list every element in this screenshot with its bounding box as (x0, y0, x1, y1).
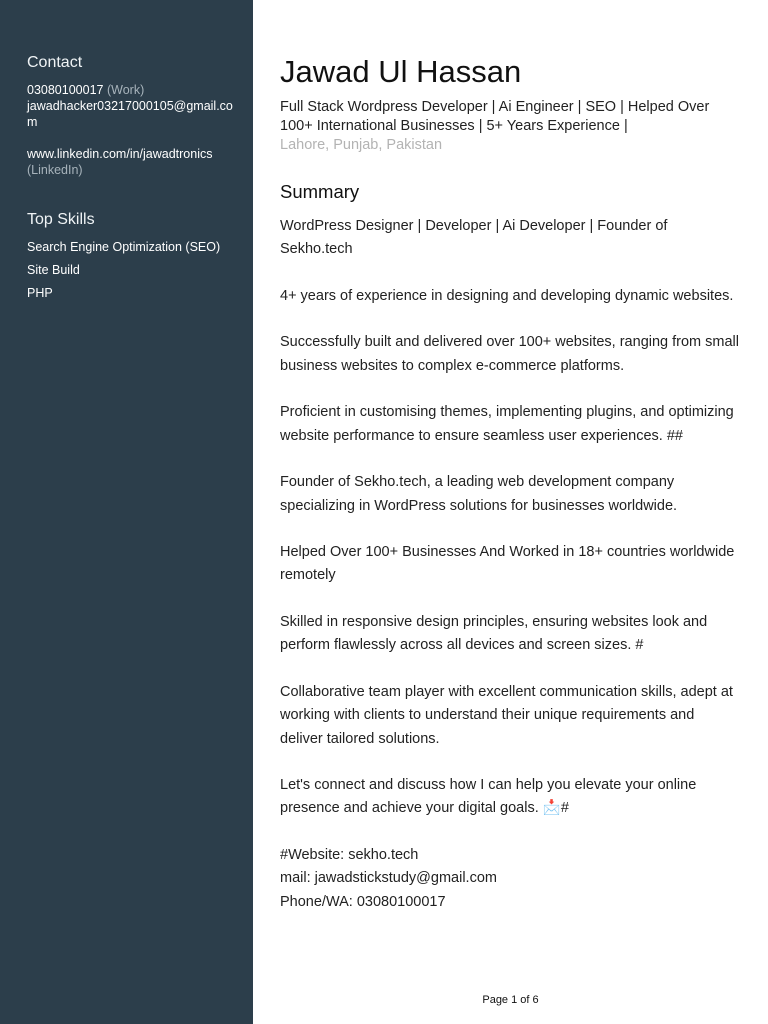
profile-location: Lahore, Punjab, Pakistan (280, 137, 443, 153)
summary-heading: Summary (280, 181, 360, 202)
summary-paragraph: Founder of Sekho.tech, a leading web development company specializing in WordPress solutions for businesses worldwide. (280, 474, 678, 514)
profile-headline: Full Stack Wordpress Developer | Ai Engineer | SEO | Helped Over 100+ International Businesses | 5+ Years Experience | (280, 99, 710, 134)
summary-paragraph: Proficient in customising themes, implementing plugins, and optimizing website performance to ensure seamless user experiences. ## (280, 404, 734, 444)
mail-line: mail: jawadstickstudy@gmail.com (280, 870, 497, 887)
summary-paragraph: Successfully built and delivered over 100+ websites, ranging from small business websites to complex e-commerce platforms. (280, 334, 739, 374)
phone-line: Phone/WA: 03080100017 (280, 893, 446, 910)
page-number: Page 1 of 6 (482, 994, 539, 1006)
contact-heading: Contact (27, 54, 83, 71)
summary-paragraph: WordPress Designer | Developer | Ai Developer | Founder of Sekho.tech (280, 218, 668, 258)
skill-item: PHP (27, 286, 53, 300)
sidebar (0, 0, 253, 1024)
summary-contact-block (280, 844, 740, 914)
contact-linkedin-link[interactable]: www.linkedin.com/in/jawadtronics (27, 147, 213, 161)
main-content (280, 54, 740, 914)
summary-paragraph: 4+ years of experience in designing and developing dynamic websites. (280, 287, 734, 304)
contact-phone[interactable]: 03080100017 (27, 83, 104, 97)
contact-phone-tag: (Work) (106, 83, 145, 97)
summary-paragraph: Collaborative team player with excellent communication skills, adept at working with clients to understand their unique requirements and deliver tailored solutions. (280, 683, 733, 747)
website-line: #Website: sekho.tech (280, 847, 419, 864)
summary-paragraph: Skilled in responsive design principles, ensuring websites look and perform flawlessly across all devices and screen sizes. # (280, 614, 708, 654)
summary-paragraph: Helped Over 100+ Businesses And Worked in 18+ countries worldwide remotely (280, 544, 735, 584)
summary-paragraph: Let's connect and discuss how I can help you elevate your online presence and achieve your digital goals. 📩# (280, 777, 697, 817)
contact-linkedin-tag: (LinkedIn) (27, 163, 83, 177)
profile-name: Jawad Ul Hassan (280, 54, 522, 89)
contact-phone-line (27, 82, 237, 98)
skill-item: Search Engine Optimization (SEO) (27, 240, 221, 254)
skill-item: Site Build (27, 263, 80, 277)
top-skills-heading: Top Skills (27, 211, 95, 228)
contact-email[interactable]: jawadhacker03217000105@gmail.com (27, 99, 233, 129)
